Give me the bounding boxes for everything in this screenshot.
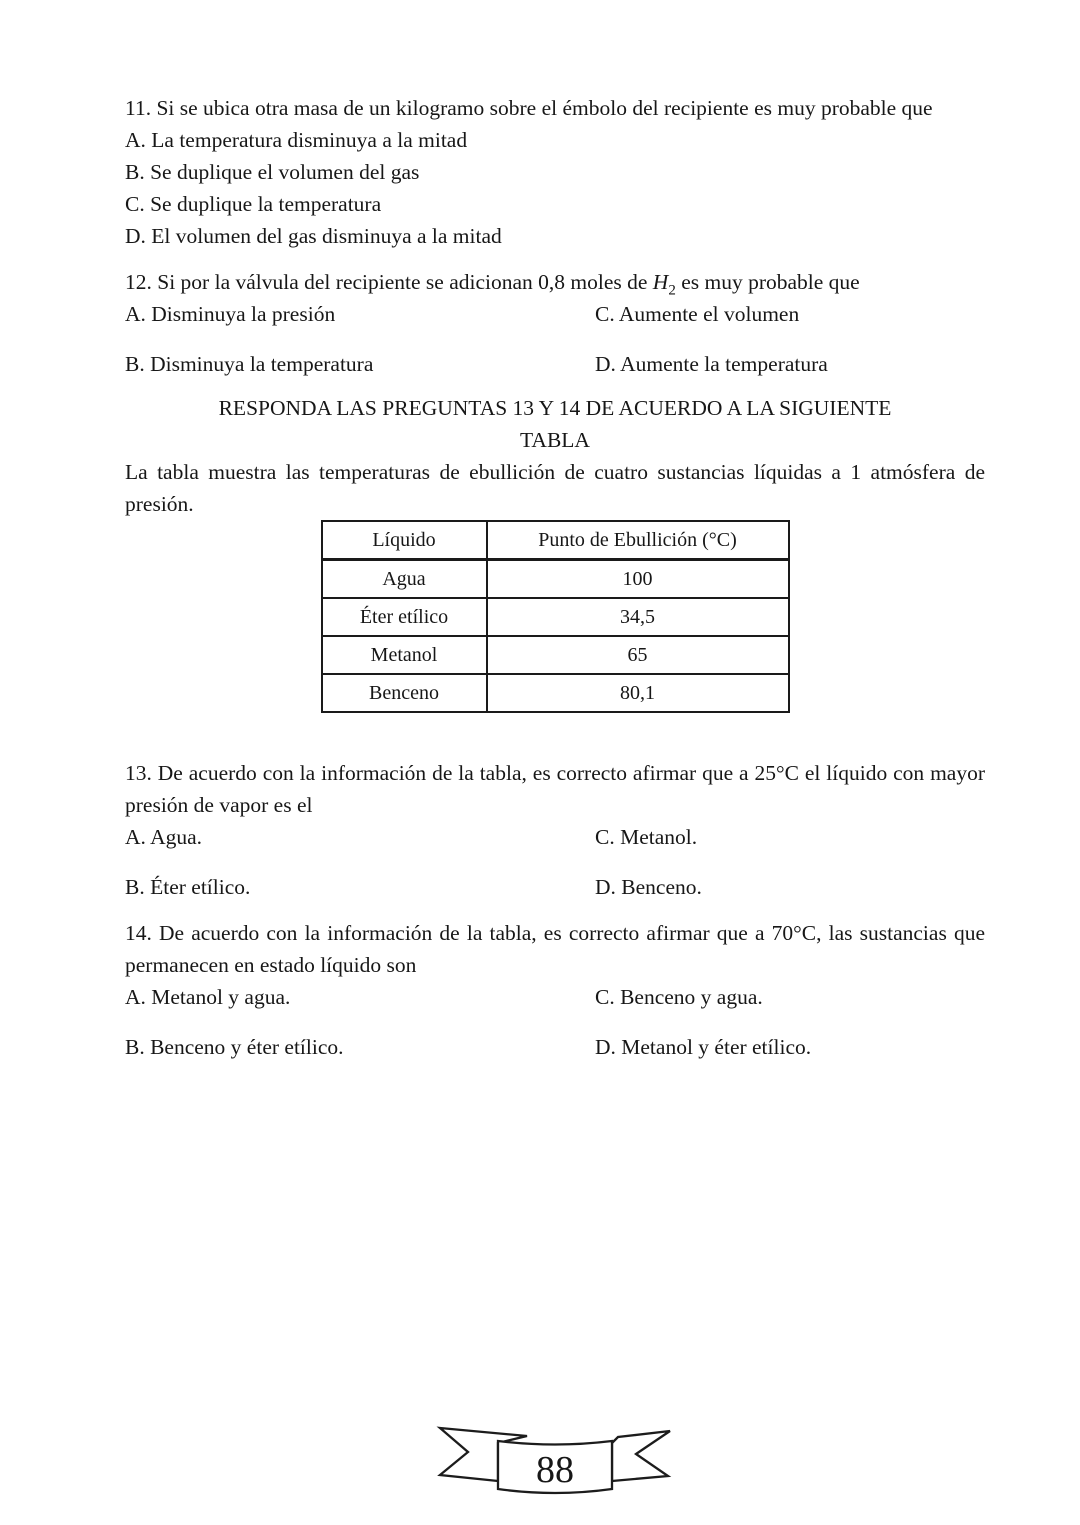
question-13-option-c: C. Metanol. (595, 825, 698, 849)
question-11-stem: 11. Si se ubica otra masa de un kilogramo sobre el émbolo del recipiente es muy probable que (125, 96, 933, 120)
table-header-row (322, 521, 789, 560)
table-header-boiling-point: Punto de Ebullición (°C) (487, 521, 789, 560)
section-heading-line2: TABLA (520, 428, 590, 452)
h2-formula (652, 270, 676, 299)
page-content (125, 92, 985, 1075)
question-12-option-b: B. Disminuya la temperatura (125, 352, 374, 376)
boiling-point-table (321, 520, 790, 713)
h2-symbol: H (652, 270, 669, 294)
table-head (322, 521, 789, 560)
table-cell-point: 34,5 (487, 598, 789, 636)
table-row (322, 674, 789, 712)
table-intro: La tabla muestra las temperaturas de ebullición de cuatro sustancias líquidas a 1 atmósfera de presión. (125, 460, 985, 516)
table-cell-point: 65 (487, 636, 789, 674)
table-header-liquid: Líquido (322, 521, 487, 560)
question-13-option-d: D. Benceno. (595, 875, 702, 899)
table-row (322, 636, 789, 674)
question-14-stem: 14. De acuerdo con la información de la tabla, es correcto afirmar que a 70°C, las sustancias que permanecen en estado líquido son (125, 921, 985, 977)
page-number: 88 (536, 1449, 574, 1491)
question-14-option-a: A. Metanol y agua. (125, 985, 291, 1009)
table-cell-liquid: Éter etílico (322, 598, 487, 636)
question-14-option-c: C. Benceno y agua. (595, 985, 763, 1009)
section-heading-line1: RESPONDA LAS PREGUNTAS 13 Y 14 DE ACUERDO A LA SIGUIENTE (218, 396, 892, 420)
question-14-option-d: D. Metanol y éter etílico. (595, 1035, 812, 1059)
question-11-option-c: C. Se duplique la temperatura (125, 192, 382, 216)
table-cell-point: 80,1 (487, 674, 789, 712)
table-cell-liquid: Benceno (322, 674, 487, 712)
question-11-option-b: B. Se duplique el volumen del gas (125, 160, 420, 184)
question-12-option-d: D. Aumente la temperatura (595, 352, 828, 376)
question-11-option-a: A. La temperatura disminuya a la mitad (125, 128, 468, 152)
question-13-options (125, 821, 985, 903)
ribbon-right-tail (612, 1431, 670, 1481)
question-11-option-d: D. El volumen del gas disminuya a la mitad (125, 224, 502, 248)
table-row (322, 598, 789, 636)
table-body (322, 560, 789, 713)
page-number-ribbon-icon (418, 1406, 673, 1501)
question-12-option-c: C. Aumente el volumen (595, 302, 800, 326)
question-14-option-b: B. Benceno y éter etílico. (125, 1035, 344, 1059)
question-12-option-a: A. Disminuya la presión (125, 302, 336, 326)
question-12-stem (125, 266, 985, 298)
h2-subscript: 2 (668, 282, 676, 299)
question-14-options (125, 981, 985, 1063)
question-12-stem-post: es muy probable que (675, 270, 860, 294)
table-row (322, 560, 789, 599)
question-13-stem: 13. De acuerdo con la información de la tabla, es correcto afirmar que a 25°C el líquido con mayor presión de vapor es el (125, 761, 985, 817)
question-12-stem-pre: 12. Si por la válvula del recipiente se adicionan 0,8 moles de (125, 270, 653, 294)
section-heading (125, 392, 985, 456)
table-cell-point: 100 (487, 560, 789, 599)
table-cell-liquid: Metanol (322, 636, 487, 674)
question-13-option-b: B. Éter etílico. (125, 875, 251, 899)
question-12-options (125, 298, 985, 380)
table-cell-liquid: Agua (322, 560, 487, 599)
question-13-option-a: A. Agua. (125, 825, 203, 849)
